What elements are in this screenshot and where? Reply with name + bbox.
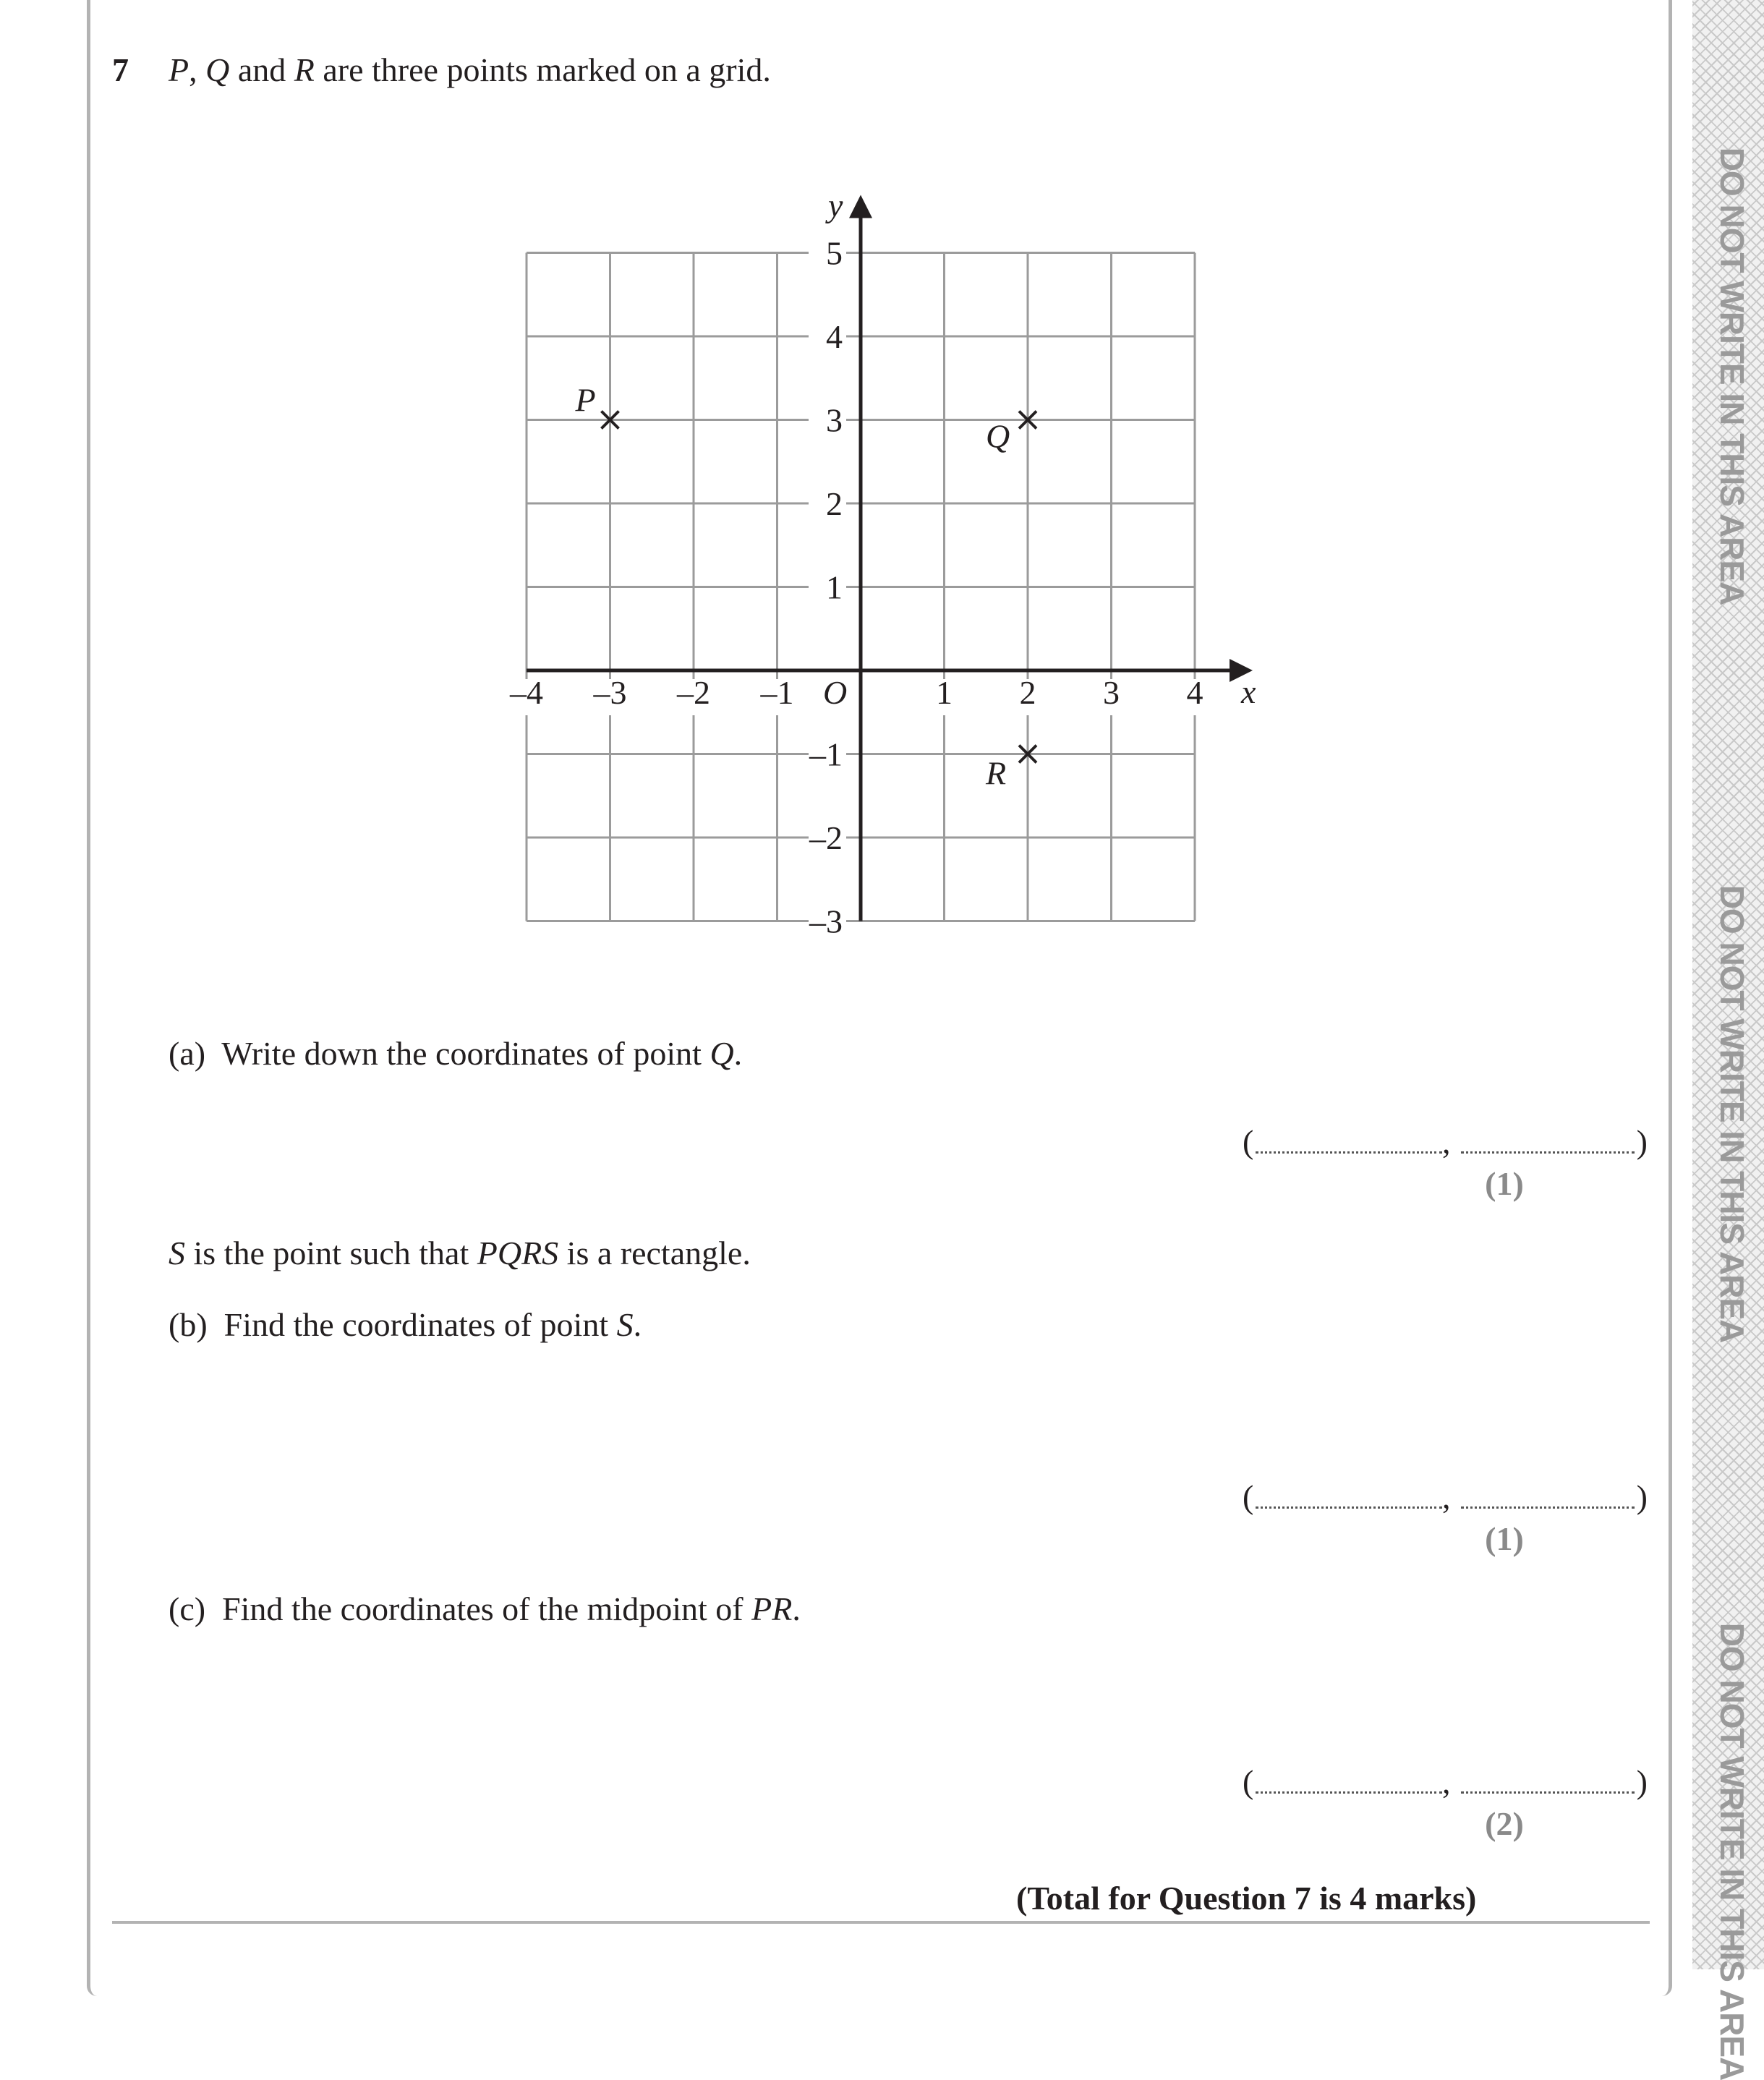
point-r-name: R (294, 51, 315, 88)
x-tick-label: 1 (936, 674, 953, 711)
y-axis-arrow (849, 195, 872, 218)
pqrs-name: PQRS (477, 1235, 559, 1271)
part-c-text: Find the coordinates of the midpoint of (222, 1590, 752, 1627)
part-b-end: . (633, 1306, 642, 1343)
intro-and: and (229, 51, 294, 88)
part-a-marks: (1) (1485, 1165, 1524, 1202)
s-statement-text2: is a rectangle. (558, 1235, 751, 1271)
comma: , (1442, 1123, 1451, 1160)
margin-warning-2: DO NOT WRITE IN THIS AREA (1713, 885, 1751, 1343)
x-tick-label: –1 (760, 674, 794, 711)
answer-a-y-field[interactable] (1461, 1151, 1635, 1154)
intro-separator: , (189, 51, 206, 88)
x-tick-label: –2 (677, 674, 710, 711)
point-p-name: P (169, 51, 189, 88)
part-a-question (169, 1034, 742, 1073)
answer-line-c[interactable] (1243, 1763, 1648, 1803)
y-tick-label: 2 (826, 485, 843, 522)
part-b-point: S (616, 1306, 634, 1343)
close-paren: ) (1636, 1763, 1648, 1800)
question-total: (Total for Question 7 is 4 marks) (1016, 1880, 1477, 1917)
x-tick-label: 3 (1103, 674, 1120, 711)
y-tick-label: 5 (826, 234, 843, 272)
open-paren: ( (1243, 1763, 1254, 1800)
open-paren: ( (1243, 1478, 1254, 1515)
answer-b-x-field[interactable] (1256, 1506, 1442, 1509)
part-a-end: . (733, 1035, 743, 1072)
y-tick-label: –3 (809, 903, 843, 940)
bottom-rule (112, 1921, 1650, 1924)
open-paren: ( (1243, 1123, 1254, 1160)
x-tick-label: –4 (510, 674, 543, 711)
part-c-label: (c) (169, 1590, 206, 1627)
y-tick-label: –2 (809, 819, 843, 856)
part-b-question (169, 1305, 642, 1344)
margin-warning-1: DO NOT WRITE IN THIS AREA (1713, 147, 1751, 605)
margin-warning-3: DO NOT WRITE IN THIS AREA (1713, 1622, 1751, 2080)
s-point-name: S (169, 1235, 185, 1271)
question-number: 7 (112, 51, 129, 88)
point-label: Q (986, 417, 1010, 455)
answer-c-y-field[interactable] (1461, 1791, 1635, 1794)
y-tick-label: 3 (826, 401, 843, 439)
s-statement-text1: is the point such that (185, 1235, 477, 1271)
part-a-point: Q (710, 1035, 734, 1072)
part-c-point: PR (751, 1590, 793, 1627)
answer-line-b[interactable] (1243, 1478, 1648, 1518)
close-paren: ) (1636, 1478, 1648, 1515)
comma: , (1442, 1478, 1451, 1515)
s-statement (169, 1234, 751, 1272)
comma: , (1442, 1763, 1451, 1800)
x-tick-label: 2 (1019, 674, 1036, 711)
axes (527, 187, 1256, 921)
intro-tail: are three points marked on a grid. (314, 51, 771, 88)
close-paren: ) (1636, 1123, 1648, 1160)
point-label: P (575, 381, 596, 419)
part-c-end: . (792, 1590, 801, 1627)
part-b-marks: (1) (1485, 1520, 1524, 1557)
x-tick-label: –3 (593, 674, 627, 711)
part-c-question (169, 1590, 801, 1628)
answer-b-y-field[interactable] (1461, 1506, 1635, 1509)
answer-c-x-field[interactable] (1256, 1791, 1442, 1794)
point-q-name: Q (205, 51, 230, 88)
part-a-text: Write down the coordinates of point (221, 1035, 710, 1072)
x-tick-label: 4 (1186, 674, 1203, 711)
point-label: R (986, 754, 1007, 792)
part-c-marks: (2) (1485, 1805, 1524, 1842)
y-tick-label: 1 (826, 568, 843, 606)
answer-line-a[interactable] (1243, 1122, 1648, 1163)
part-b-text: Find the coordinates of point (223, 1306, 617, 1343)
y-axis-label: y (828, 187, 843, 224)
y-tick-label: –1 (809, 736, 843, 773)
coordinate-grid (0, 0, 1764, 1013)
answer-a-x-field[interactable] (1256, 1151, 1442, 1154)
x-axis-label: x (1241, 673, 1256, 710)
origin-label: O (823, 674, 848, 711)
part-b-label: (b) (169, 1306, 208, 1343)
y-tick-label: 4 (826, 318, 843, 355)
part-a-label: (a) (169, 1035, 206, 1072)
